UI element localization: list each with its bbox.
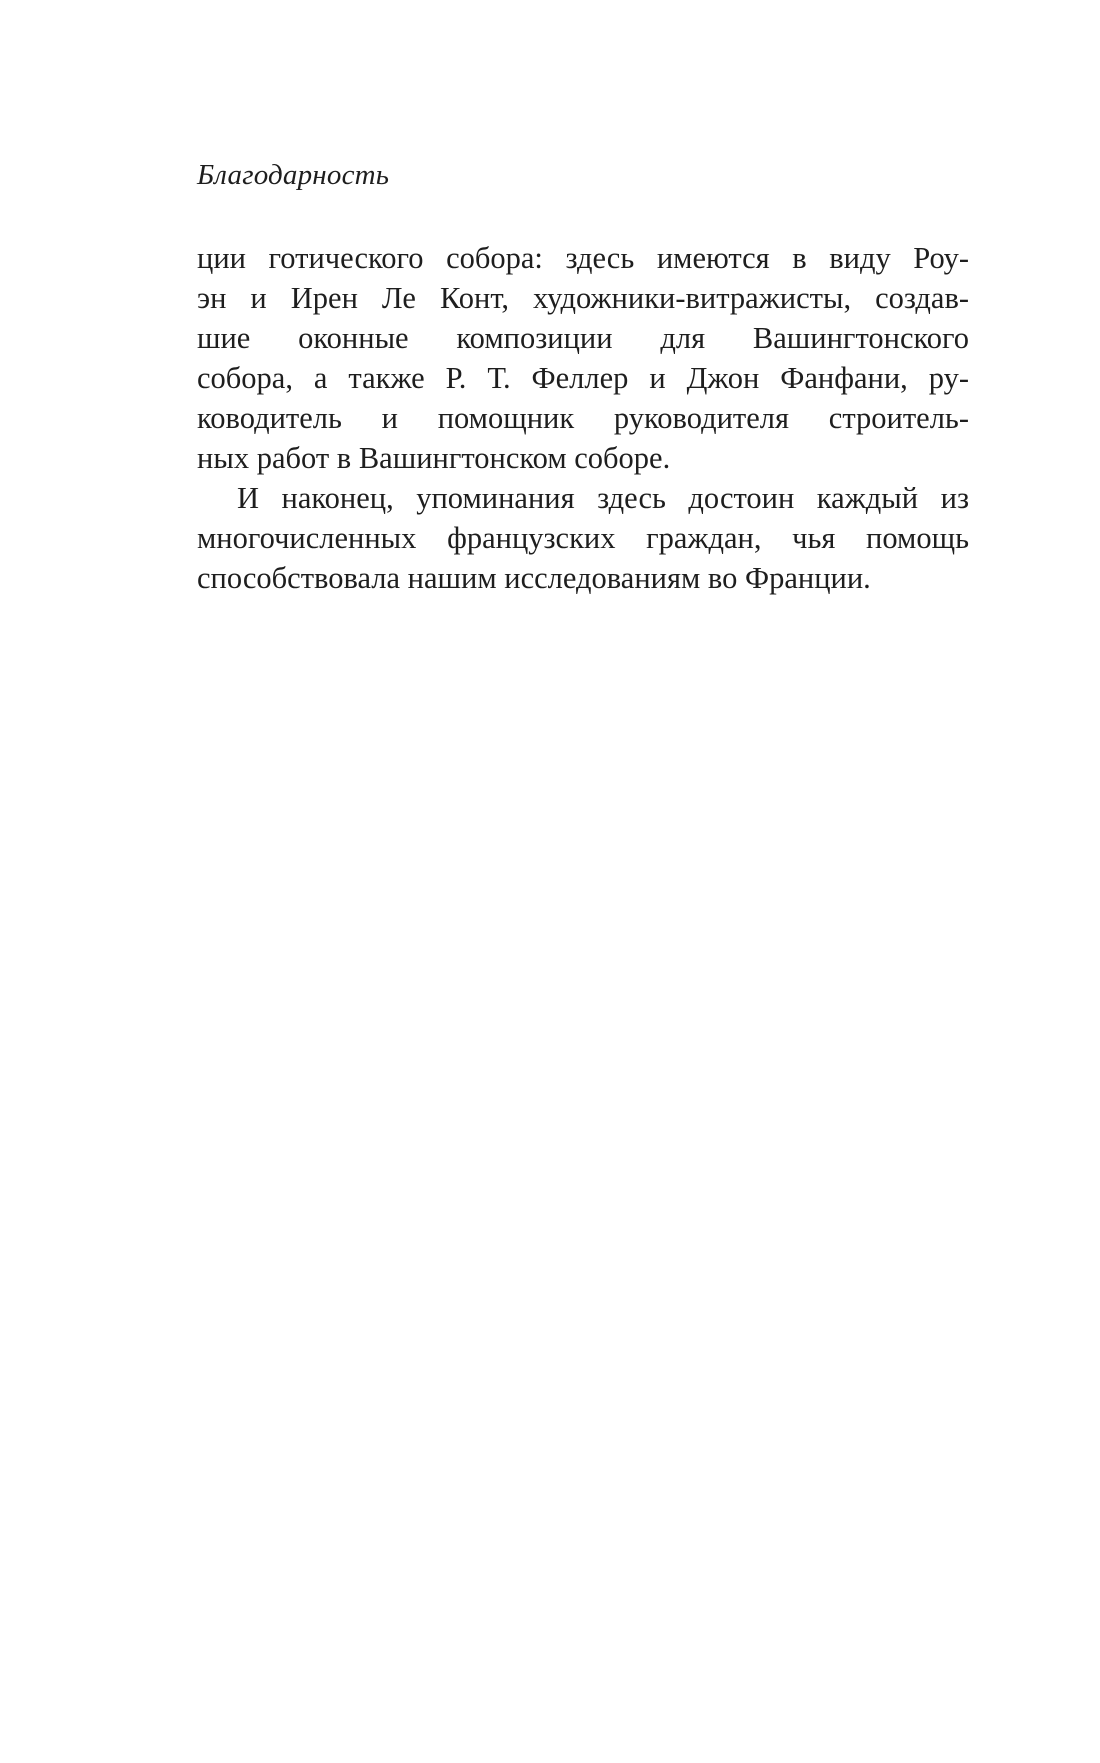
text-line: И наконец, упоминания здесь достоин каждый из [237,481,969,515]
text-line: ководитель и помощник руководителя строитель- [197,401,969,435]
text-line: способствовала нашим исследованиям во Франции. [197,561,871,595]
body-text [197,238,969,598]
running-head: Благодарность [197,159,390,191]
text-line: многочисленных французских граждан, чья помощь [197,521,969,555]
text-line: ции готического собора: здесь имеются в виду Роу- [197,241,969,275]
text-line: собора, а также Р. Т. Феллер и Джон Фанфани, ру- [197,361,969,395]
text-line: эн и Ирен Ле Конт, художники-витражисты, создав- [197,281,969,315]
text-line: шие оконные композиции для Вашингтонского [197,321,969,355]
text-line: ных работ в Вашингтонском соборе. [197,441,671,475]
